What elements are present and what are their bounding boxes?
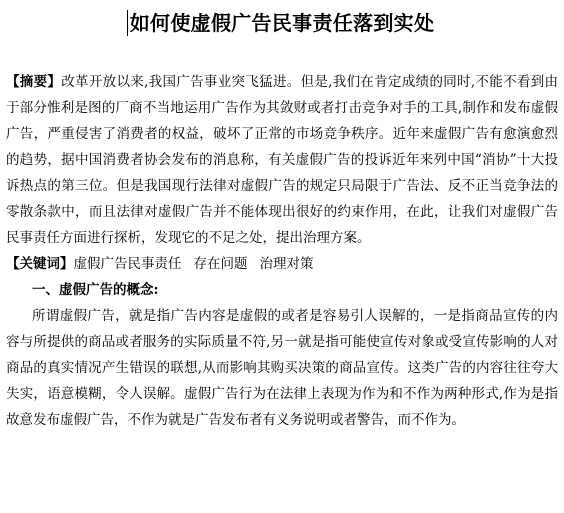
- abstract-paragraph: [6, 69, 558, 251]
- keywords-label: 【关键词】: [6, 256, 74, 272]
- text-cursor: [127, 10, 128, 36]
- abstract-label: 【摘要】: [6, 74, 62, 90]
- section-paragraph: 所谓虚假广告，就是指广告内容是虚假的或者是容易引人误解的，一是指商品宣传的内容与所提供的商品或者服务的实际质量不符,另一就是指可能使宣传对象或受宣传影响的人对商品的真实情况产生错误的联想,从而影响其购买决策的商品宣传。这类广告的内容往往夸大失实，语意模糊，令人误解。虚假广告行为在法律上表现为作为和不作为两种形式,作为是指故意发布虚假广告，不作为就是广告发布者有义务说明或者警告，而不作为。: [6, 308, 558, 428]
- keyword-1: 虚假广告民事责任: [73, 256, 182, 272]
- page-bottom-edge: [0, 503, 564, 513]
- abstract-text: 改革开放以来,我国广告事业突飞猛进。但是,我们在肯定成绩的同时,不能不看到由于部分惟利是图的厂商不当地运用广告作为其敛财或者打击竞争对手的工具,制作和发布虚假广告，严重侵害了消费者的权益，破坏了正常的市场竞争秩序。近年来虚假广告有愈演愈烈的趋势，据中国消费者协会发布的消息称，有关虚假广告的投诉近年来列中国“消协”十大投诉热点的第三位。但是我国现行法律对虚假广告的规定只局限于广告法、反不正当竞争法的零散条款中，而且法律对虚假广告并不能体现出很好的约束作用，在此，让我们对虚假广告民事责任方面进行探析，发现它的不足之处，提出治理方案。: [6, 74, 559, 246]
- section-heading: 一、虚假广告的概念:: [32, 282, 159, 298]
- document-title-text: 如何使虚假广告民事责任落到实处: [129, 11, 435, 35]
- title-row: [0, 8, 564, 38]
- keyword-2: 存在问题: [193, 256, 248, 272]
- keywords-paragraph: [6, 251, 558, 277]
- document-body: [6, 69, 558, 433]
- document-title: [130, 8, 435, 38]
- keyword-3: 治理对策: [259, 256, 314, 272]
